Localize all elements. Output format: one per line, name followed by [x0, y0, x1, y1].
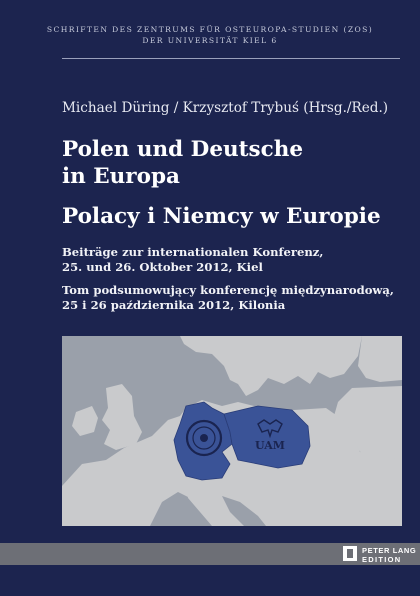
series-line-1: SCHRIFTEN DES ZENTRUMS FÜR OSTEUROPA-STUDIEN (ZOS): [46, 25, 374, 34]
subtitle-polish: [62, 283, 394, 313]
subtitle-german: [62, 245, 323, 275]
europe-map: [62, 336, 402, 526]
peter-lang-logo-icon: [343, 546, 357, 561]
title-german-line-2: in Europa: [62, 164, 180, 189]
editors: Michael Düring / Krzysztof Trybuś (Hrsg./Red.): [62, 100, 389, 116]
title-polish: Polacy i Niemcy w Europie: [62, 204, 381, 229]
publisher-name: PETER LANG: [362, 546, 417, 555]
subtitle-german-line-1: Beiträge zur internationalen Konferenz,: [62, 245, 324, 259]
publisher-imprint: EDITION: [362, 555, 402, 564]
map-finland: [358, 336, 402, 382]
title-german: [62, 136, 303, 190]
series-title: [0, 24, 420, 46]
subtitle-polish-line-1: Tom podsumowujący konferencję międzynarodową,: [62, 283, 394, 297]
title-german-line-1: Polen und Deutsche: [62, 137, 304, 162]
series-line-2: DER UNIVERSITÄT KIEL 6: [142, 36, 278, 45]
divider: [62, 58, 400, 59]
uam-label: UAM: [255, 439, 285, 452]
publisher-logo: [343, 544, 419, 564]
subtitle-polish-line-2: 25 i 26 października 2012, Kilonia: [62, 298, 286, 312]
subtitle-german-line-2: 25. und 26. Oktober 2012, Kiel: [62, 260, 263, 274]
kiel-seal-center-icon: [200, 434, 208, 442]
